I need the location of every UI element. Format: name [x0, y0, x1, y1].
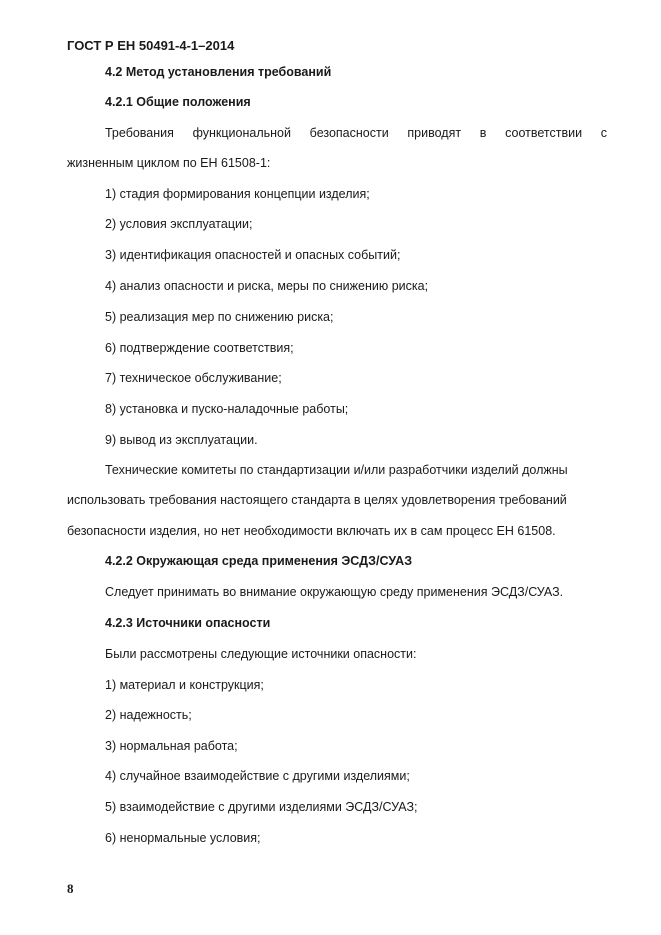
document-header: ГОСТ Р ЕН 50491-4-1–2014 — [67, 38, 235, 53]
paragraph-2-line-3: безопасности изделия, но нет необходимости включать их в сам процесс ЕН 61508. — [67, 524, 556, 538]
list-item: 5) взаимодействие с другими изделиями ЭСДЗ/СУАЗ; — [105, 800, 418, 814]
list-item: 3) нормальная работа; — [105, 739, 238, 753]
paragraph-2-line-2: использовать требования настоящего стандарта в целях удовлетворения требований — [67, 493, 567, 507]
list-item: 6) ненормальные условия; — [105, 831, 261, 845]
section-heading-4-2-3: 4.2.3 Источники опасности — [105, 616, 271, 630]
list-item: 6) подтверждение соответствия; — [105, 341, 294, 355]
page-number: 8 — [67, 881, 74, 896]
paragraph-1-line-1: Требования функциональной безопасности приводят в соответствии с — [105, 126, 607, 140]
list-item: 2) условия эксплуатации; — [105, 217, 253, 231]
section-heading-4-2-1: 4.2.1 Общие положения — [105, 95, 251, 109]
list-item: 9) вывод из эксплуатации. — [105, 433, 258, 447]
list-item: 1) стадия формирования концепции изделия; — [105, 187, 370, 201]
paragraph-1-line-2: жизненным циклом по ЕН 61508-1: — [67, 156, 271, 170]
list-item: 7) техническое обслуживание; — [105, 371, 282, 385]
list-item: 4) анализ опасности и риска, меры по снижению риска; — [105, 279, 429, 293]
section-heading-4-2: 4.2 Метод установления требований — [105, 65, 332, 79]
section-heading-4-2-2: 4.2.2 Окружающая среда применения ЭСДЗ/СУАЗ — [105, 554, 413, 568]
paragraph-4: Были рассмотрены следующие источники опасности: — [105, 647, 417, 661]
list-item: 8) установка и пуско-наладочные работы; — [105, 402, 349, 416]
paragraph-2-line-1: Технические комитеты по стандартизации и/или разработчики изделий должны — [105, 463, 568, 477]
list-item: 3) идентификация опасностей и опасных событий; — [105, 248, 401, 262]
list-item: 1) материал и конструкция; — [105, 678, 264, 692]
list-item: 4) случайное взаимодействие с другими изделиями; — [105, 769, 410, 783]
list-item: 5) реализация мер по снижению риска; — [105, 310, 334, 324]
list-item: 2) надежность; — [105, 708, 192, 722]
paragraph-3: Следует принимать во внимание окружающую среду применения ЭСДЗ/СУАЗ. — [105, 585, 564, 599]
